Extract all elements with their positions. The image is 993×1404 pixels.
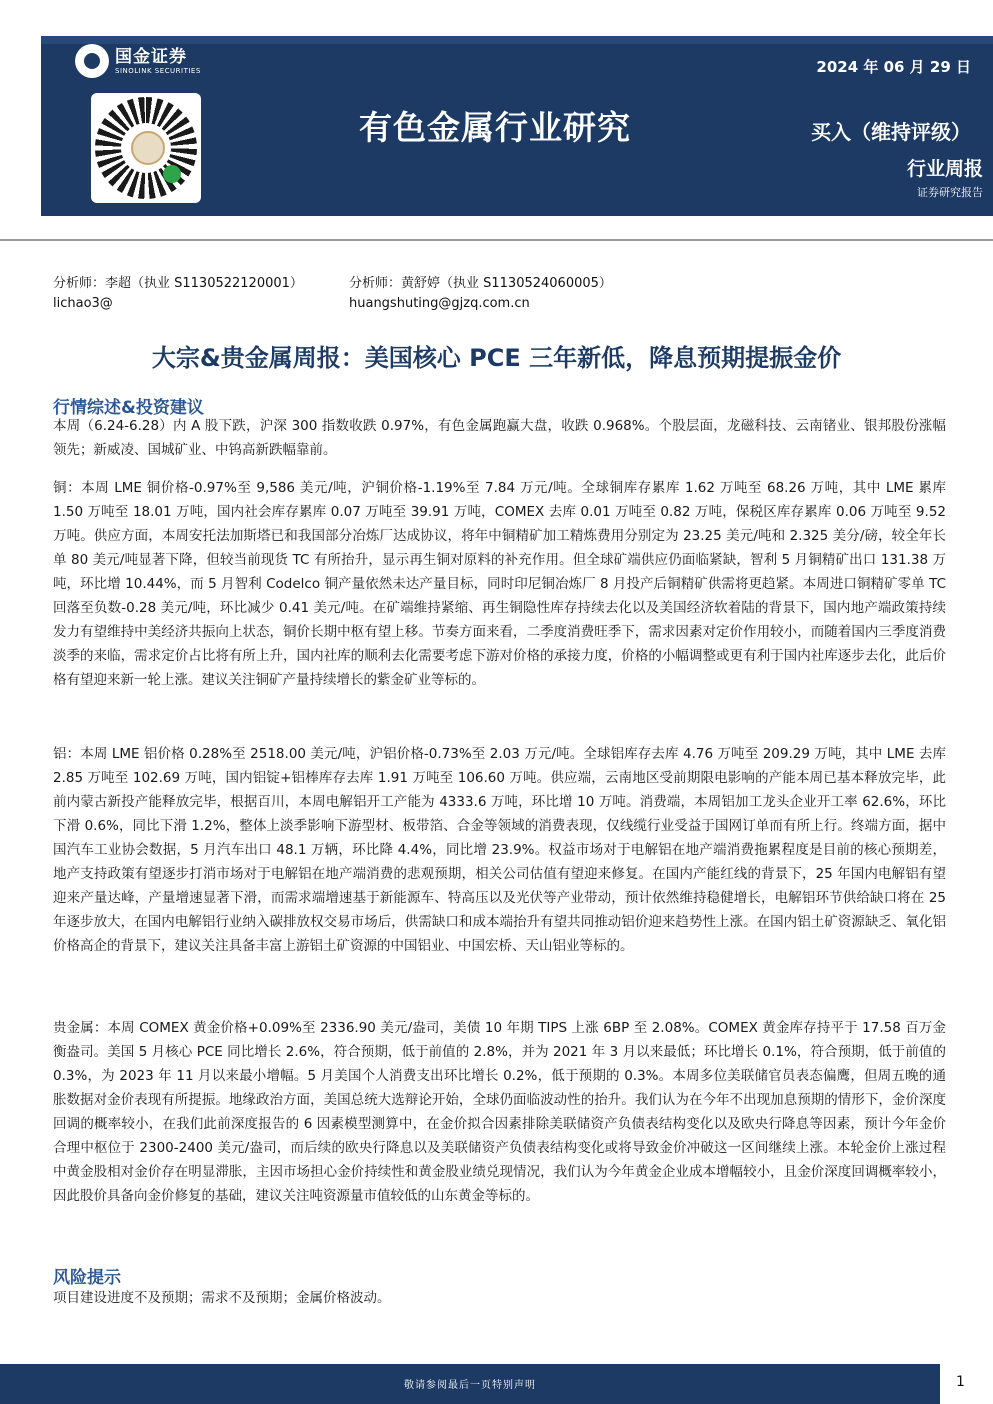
- analyst-2-email[interactable]: huangshuting@gjzq.com.cn: [349, 296, 530, 311]
- qr-green-dot-icon: [163, 165, 181, 183]
- report-type: 行业周报: [906, 158, 983, 180]
- industry-title: 有色金属行业研究: [359, 108, 631, 147]
- header-stripe: [41, 36, 993, 44]
- analyst-2-name: 分析师：黄舒婷（执业 S1130524060005）: [349, 276, 612, 291]
- document-title: 大宗&贵金属周报：美国核心 PCE 三年新低，降息预期提振金价: [151, 344, 842, 372]
- paragraph-market: 本周（6.24-6.28）内 A 股下跌，沪深 300 指数收跌 0.97%，有色金属跑赢大盘，收跌 0.968%。个股层面，龙磁科技、云南锗业、银邦股份涨幅领先；新威凌、国城矿业、中钨高新跌幅靠前。: [53, 418, 946, 458]
- paragraph-risk: 项目建设进度不及预期；需求不及预期；金属价格波动。: [53, 1290, 391, 1306]
- paragraph-aluminum: 铝：本周 LME 铝价格 0.28%至 2518.00 美元/吨，沪铝价格-0.73%至 2.03 万元/吨。全球铝库存去库 4.76 万吨至 209.29 万吨，其中 LME 去库 2.85 万吨至 102.69 万吨，国内铝锭+铝棒库存去库 1.91 万吨至 106.60 万吨。供应端，云南地区受前期限电影响的产能本周已基本释放完毕，此前内蒙古新投产能释放完毕，根据百川，本周电解铝开工产能为 4333.6 万吨，环比增 10 万吨。消费端，本周铝加工龙头企业开工率 62.6%，环比下滑 0.6%，同比下滑 1.2%，整体上淡季影响下游型材、板带箔、合金等领域的消费表现，仅线缆行业受益于国网订单而有所上行。终端方面，据中国汽车工业协会数据，5 月汽车出口 48.1 万辆，环比降 4.4%，同比增 23.9%。权益市场对于电解铝在地产端消费拖累程度是目前的核心预期差，地产支持政策有望逐步打消市场对于电解铝在地产端消费的悲观预期，相关公司估值有望迎来修复。在国内产能红线的背景下，25 年国内电解铝有望迎来产量达峰，产量增速显著下滑，而需求端增速基于新能源车、特高压以及光伏等产业带动，预计依然维持稳健增长，电解铝环节供给缺口将在 25 年逐步放大，在国内电解铝行业纳入碳排放权交易市场后，供需缺口和成本端抬升有望共同推动铝价迎来趋势性上涨。在国内铝土矿资源缺乏、氧化铝价格高企的背景下，建议关注具备丰富上游铝土矿资源的中国铝业、中国宏桥、天山铝业等标的。: [53, 746, 946, 954]
- paragraph-copper: 铜：本周 LME 铜价格-0.97%至 9,586 美元/吨，沪铜价格-1.19%至 7.84 万元/吨。全球铜库存累库 1.62 万吨至 68.26 万吨，其中 LME 累库 1.50 万吨至 18.01 万吨，国内社会库存累库 0.07 万吨至 39.91 万吨，COMEX 去库 0.01 万吨至 0.82 万吨，保税区库存累库 0.06 万吨至 9.52 万吨。供应方面，本周安托法加斯塔已和我国部分冶炼厂达成协议，将年中铜精矿加工精炼费用分别定为 23.25 美元/吨和 2.325 美分/磅，较全年长单 80 美元/吨显著下降，但较当前现货 TC 有所抬升，显示再生铜对原料的补充作用。但全球矿端供应仍面临紧缺，智利 5 月铜精矿出口 131.38 万吨，环比增 10.44%，而 5 月智利 Codelco 铜产量依然未达产量目标，同时印尼铜冶炼厂 8 月投产后铜精矿供需将更趋紧。本周进口铜精矿零单 TC 回落至负数-0.28 美元/吨，环比减少 0.41 美元/吨。在矿端维持紧缩、再生铜隐性库存持续去化以及美国经济软着陆的背景下，国内地产端政策持续发力有望维持中美经济共振向上状态，铜价长期中枢有望上移。节奏方面来看，二季度消费旺季下，需求因素对定价作用较小，而随着国内三季度消费淡季的来临，需求定价占比将有所上升，国内社库的顺利去化需要考虑下游对价格的承接力度，价格的小幅调整或更有利于国内社库逐步去化，此后价格有望迎来新一轮上涨。建议关注铜矿产量持续增长的紫金矿业等标的。: [53, 480, 946, 688]
- paragraph-precious-metals: 贵金属：本周 COMEX 黄金价格+0.09%至 2336.90 美元/盎司，美债 10 年期 TIPS 上涨 6BP 至 2.08%。COMEX 黄金库存持平于 17.58 百万金衡盎司。美国 5 月核心 PCE 同比增长 2.6%，符合预期，低于前值的 2.8%，并为 2021 年 3 月以来最低；环比增长 0.1%，符合预期，低于前值的 0.3%，为 2023 年 11 月以来最小增幅。5 月美国个人消费支出环比增长 0.2%，低于预期的 0.3%。本周多位美联储官员表态偏鹰，但周五晚的通胀数据对金价表现有所提振。地缘政治方面，美国总统大选辩论开始，全球仍面临波动性的抬升。我们认为在今年不出现加息预期的情形下，金价深度回调的概率较小，在我们此前深度报告的 6 因素模型测算中，在金价拟合因素排除美联储资产负债表结构变化以及欧央行降息等因素，预计今年金价合理中枢位于 2300-2400 美元/盎司，而后续的欧央行降息以及美联储资产负债表结构变化或将导致金价冲破这一区间继续上涨。本轮金价上涨过程中黄金股相对金价存在明显滞胀，主因市场担心金价持续性和黄金股业绩兑现情况，我们认为今年黄金企业成本增幅较小，且金价深度回调概率较小，因此股价具备向金价修复的基础，建议关注吨资源量市值较低的山东黄金等标的。: [53, 1020, 946, 1204]
- logo-en: SINOLINK SECURITIES: [115, 66, 201, 75]
- report-date: 2024 年 06 月 29 日: [816, 58, 971, 76]
- report-header: [41, 36, 993, 216]
- analyst-1-email[interactable]: lichao3@: [53, 296, 113, 311]
- page-number: 1: [956, 1374, 965, 1390]
- mini-program-qr-icon: [91, 93, 201, 203]
- rating: 买入（维持评级）: [811, 120, 971, 144]
- qr-badge-icon: [131, 131, 165, 165]
- logo-text: [115, 47, 201, 76]
- logo-mark-icon: [75, 44, 109, 78]
- section-heading-risk: 风险提示: [53, 1268, 121, 1288]
- report-subtype: 证券研究报告: [917, 186, 983, 199]
- footer-disclaimer: 敬请参阅最后一页特别声明: [404, 1380, 536, 1391]
- analyst-1: [53, 274, 303, 314]
- logo-cn: 国金证券: [115, 46, 187, 67]
- company-logo: [75, 44, 201, 78]
- analyst-2: [349, 274, 612, 314]
- section-heading-overview: 行情综述&投资建议: [53, 398, 204, 418]
- header-divider: [0, 239, 993, 241]
- analyst-1-name: 分析师：李超（执业 S1130522120001）: [53, 276, 303, 291]
